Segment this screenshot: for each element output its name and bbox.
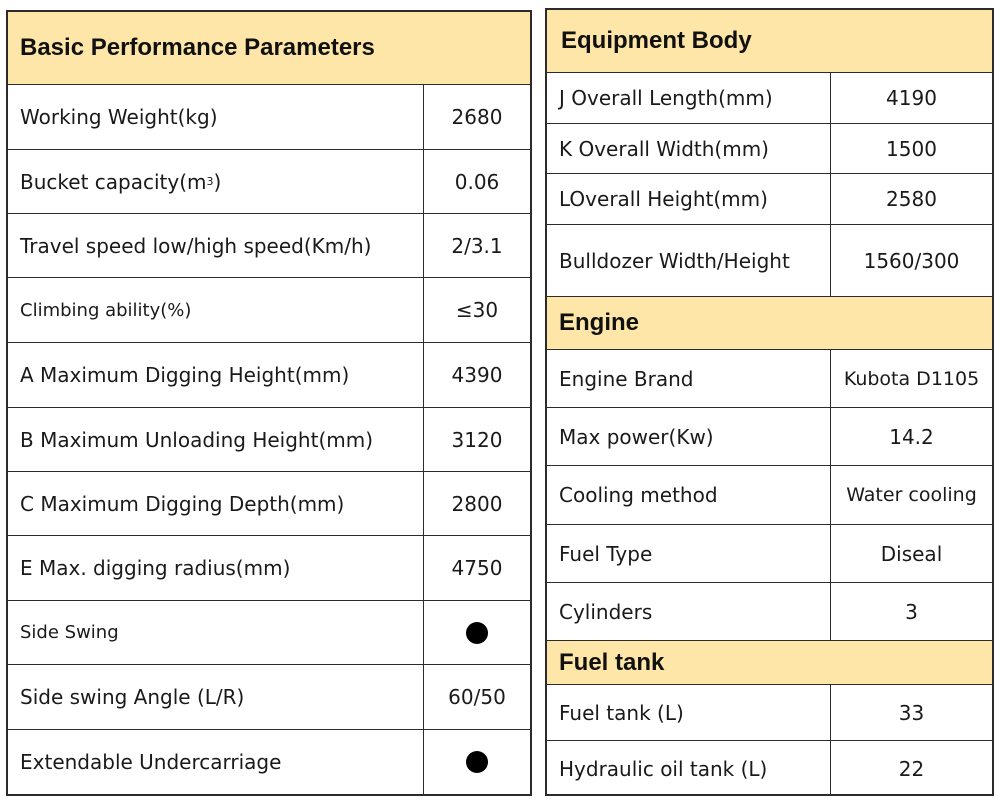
row-value: 1560/300	[863, 248, 960, 273]
row-value: 2/3.1	[451, 233, 503, 258]
row-label-text: Bucket capacity(m	[20, 169, 207, 194]
row-value: 33	[898, 700, 925, 725]
row-value: Diseal	[880, 541, 943, 566]
row-label: Cylinders	[547, 583, 831, 640]
equipment-spec-table	[545, 8, 994, 796]
table-row	[8, 213, 530, 277]
table-row	[547, 224, 992, 296]
fuel-tank-title: Fuel tank	[559, 648, 665, 676]
table-row	[8, 149, 530, 213]
basic-performance-title: Basic Performance Parameters	[20, 34, 375, 61]
row-label: Extendable Undercarriage	[8, 730, 424, 794]
table-row	[8, 600, 530, 664]
table-row	[8, 535, 530, 600]
row-value: 2680	[451, 105, 503, 129]
row-value: 60/50	[448, 685, 506, 709]
table-row	[547, 72, 992, 123]
row-value: Kubota D1105	[843, 367, 980, 390]
row-label: Engine Brand	[547, 350, 831, 407]
row-label: Max power(Kw)	[547, 408, 831, 465]
filled-circle-icon	[466, 622, 488, 644]
row-label: J Overall Length(mm)	[547, 73, 831, 123]
row-value: ≤30	[455, 298, 499, 322]
table-row	[8, 471, 530, 535]
row-label: C Maximum Digging Depth(mm)	[8, 472, 424, 535]
table-row	[8, 277, 530, 342]
row-value: 4750	[451, 556, 503, 580]
equipment-body-header	[547, 10, 992, 72]
row-value	[424, 730, 530, 794]
table-row	[547, 349, 992, 407]
table-row	[8, 342, 530, 407]
row-label: Cooling method	[547, 466, 831, 524]
row-value: 2800	[451, 491, 503, 516]
table-row	[547, 740, 992, 796]
row-value: 14.2	[889, 424, 934, 449]
row-value: 4190	[886, 86, 937, 110]
row-label: Fuel tank (L)	[547, 685, 831, 740]
row-value: 3120	[451, 427, 503, 452]
filled-circle-icon	[466, 751, 488, 773]
row-label: E Max. digging radius(mm)	[8, 536, 424, 600]
row-value: Water cooling	[846, 484, 977, 506]
row-value: 2580	[886, 187, 937, 211]
row-value	[424, 601, 530, 664]
table-row	[8, 729, 530, 794]
row-label: Side swing Angle (L/R)	[8, 665, 424, 729]
row-label: Bulldozer Width/Height	[547, 225, 831, 296]
row-label: LOverall Height(mm)	[547, 174, 831, 224]
row-label: K Overall Width(mm)	[547, 124, 831, 173]
row-label: Hydraulic oil tank (L)	[547, 741, 831, 796]
table-row	[547, 582, 992, 640]
table-row	[547, 123, 992, 173]
row-label: Travel speed low/high speed(Km/h)	[8, 214, 424, 277]
row-label: Side Swing	[8, 601, 424, 664]
row-label-text-end: )	[213, 169, 222, 194]
table-row	[8, 664, 530, 729]
table-row	[547, 684, 992, 740]
row-label: Working Weight(kg)	[8, 85, 424, 149]
row-value: 1500	[886, 136, 937, 161]
table-row	[8, 84, 530, 149]
table-row	[547, 465, 992, 524]
table-row	[547, 173, 992, 224]
row-value: 0.06	[454, 169, 500, 194]
row-label: A Maximum Digging Height(mm)	[8, 343, 424, 407]
equipment-body-title: Equipment Body	[561, 27, 752, 54]
table-row	[547, 407, 992, 465]
row-label: Climbing ability(%)	[8, 278, 424, 342]
basic-performance-table	[6, 10, 532, 796]
row-value: 4390	[451, 363, 503, 387]
row-label: Bucket capacity(m 3 )	[8, 150, 424, 213]
basic-performance-header	[8, 12, 530, 84]
row-value: 3	[905, 599, 918, 624]
table-row	[547, 524, 992, 582]
fuel-tank-header	[547, 640, 992, 684]
engine-header	[547, 296, 992, 349]
table-row	[8, 407, 530, 471]
row-label: B Maximum Unloading Height(mm)	[8, 408, 424, 471]
engine-title: Engine	[559, 309, 640, 336]
row-value: 22	[898, 756, 925, 781]
row-label: Fuel Type	[547, 525, 831, 582]
